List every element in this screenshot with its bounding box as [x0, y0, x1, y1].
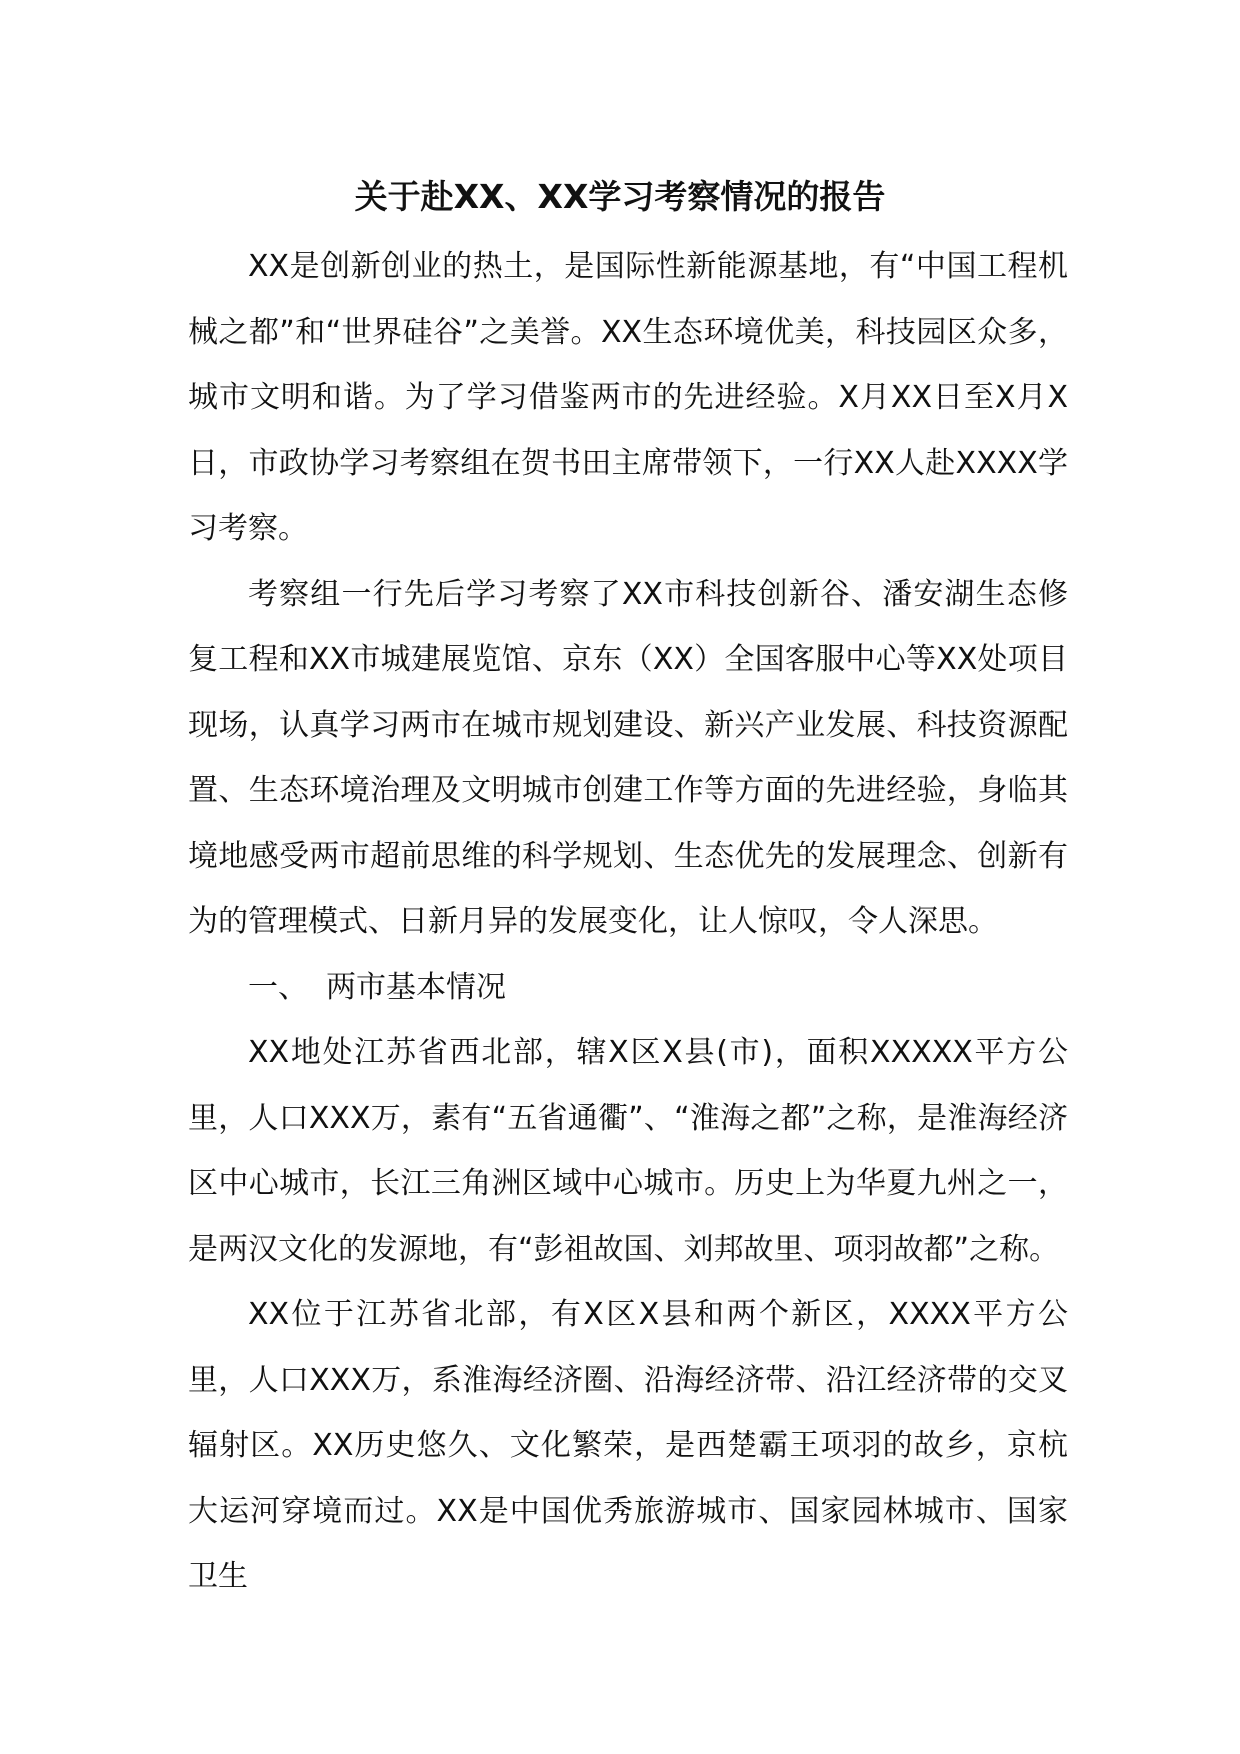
document-body: [188, 234, 1068, 1610]
section-heading-1: [188, 955, 1068, 1021]
section1-paragraph-1: XX地处江苏省西北部，辖X区X县(市)，面积XXXXX平方公里，人口XXX万，素有“五省通衢”、“淮海之都”之称，是淮海经济区中心城市，长江三角洲区域中心城市。历史上为华夏九州之一，是两汉文化的发源地，有“彭祖故国、刘邦故里、项羽故都”之称。: [188, 1035, 1068, 1267]
intro-paragraph-1: XX是创新创业的热土，是国际性新能源基地，有“中国工程机械之都”和“世界硅谷”之美誉。XX生态环境优美，科技园区众多，城市文明和谐。为了学习借鉴两市的先进经验。X月XX日至X月X日，市政协学习考察组在贺书田主席带领下，一行XX人赴XXXX学习考察。: [188, 249, 1068, 546]
document-title: 关于赴XX、XX学习考察情况的报告: [354, 177, 886, 216]
section-number: 一、: [248, 969, 308, 1005]
section-heading-text: 两市基本情况: [326, 969, 506, 1005]
intro-paragraph-2: 考察组一行先后学习考察了XX市科技创新谷、潘安湖生态修复工程和XX市城建展览馆、京东（XX）全国客服中心等XX处项目现场，认真学习两市在城市规划建设、新兴产业发展、科技资源配置、生态环境治理及文明城市创建工作等方面的先进经验，身临其境地感受两市超前思维的科学规划、生态优先的发展理念、创新有为的管理模式、日新月异的发展变化，让人惊叹，令人深思。: [188, 576, 1068, 939]
section1-paragraph-2: XX位于江苏省北部，有X区X县和两个新区，XXXX平方公里，人口XXX万，系淮海经济圈、沿海经济带、沿江经济带的交叉辐射区。XX历史悠久、文化繁荣，是西楚霸王项羽的故乡，京杭大运河穿境而过。XX是中国优秀旅游城市、国家园林城市、国家卫生: [188, 1297, 1068, 1594]
